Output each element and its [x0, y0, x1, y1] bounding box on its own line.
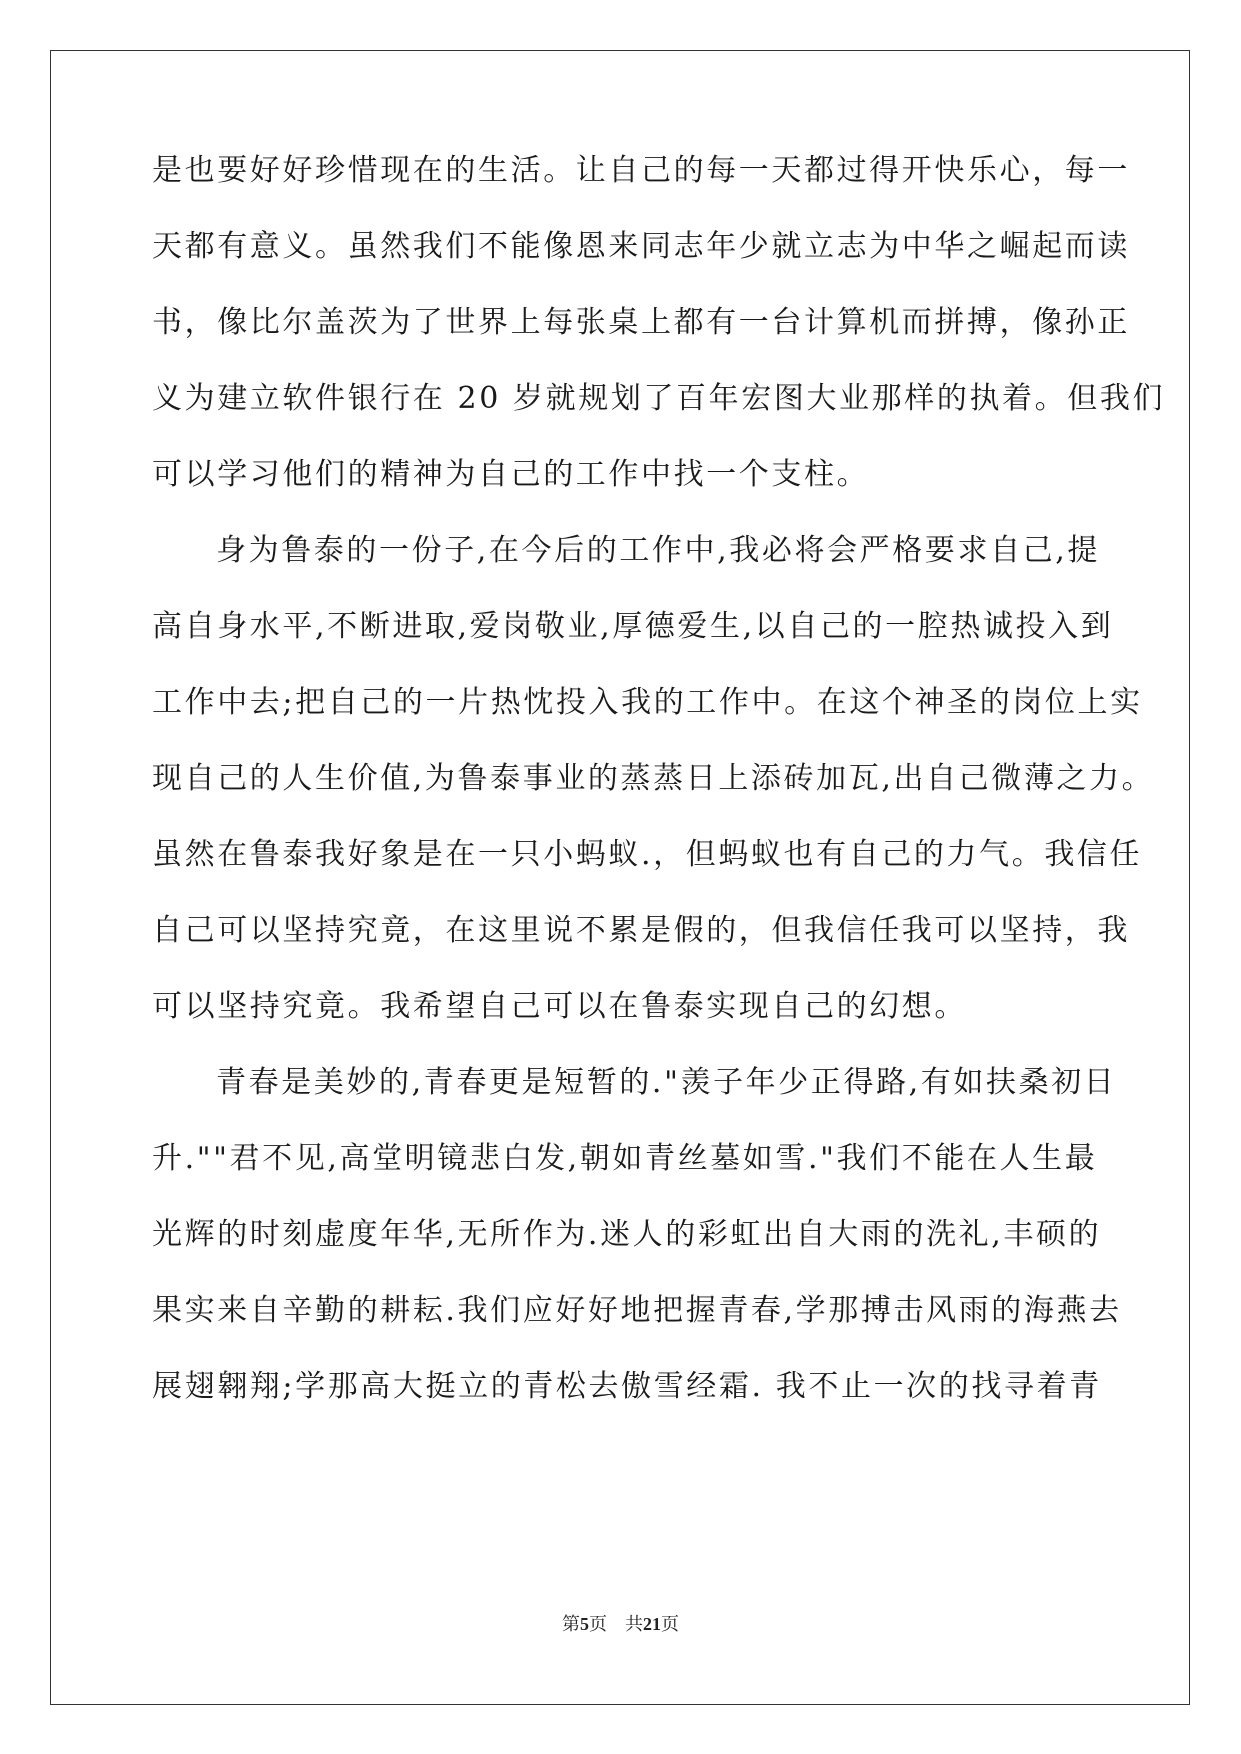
- paragraph-line: 可以坚持究竟。我希望自己可以在鲁泰实现自己的幻想。: [152, 989, 967, 1024]
- paragraph-line: 义为建立软件银行在 20 岁就规划了百年宏图大业那样的执着。但我们: [152, 381, 1166, 416]
- paragraph-line: 青春是美妙的,青春更是短暂的."羡子年少正得路,有如扶桑初日: [216, 1065, 1117, 1100]
- paragraph-line: 虽然在鲁泰我好象是在一只小蚂蚁.，但蚂蚁也有自己的力气。我信任: [152, 837, 1143, 872]
- total-pages-count: 21: [643, 1614, 661, 1634]
- paragraph-line: 升.""君不见,高堂明镜悲白发,朝如青丝墓如雪."我们不能在人生最: [152, 1141, 1098, 1176]
- page-number-current: 5: [580, 1614, 589, 1634]
- page-number-suffix: 页: [589, 1614, 607, 1635]
- paragraph-line: 工作中去;把自己的一片热忱投入我的工作中。在这个神圣的岗位上实: [152, 685, 1143, 720]
- total-pages-prefix: 共: [625, 1614, 643, 1635]
- paragraph-line: 现自己的人生价值,为鲁泰事业的蒸蒸日上添砖加瓦,出自己微薄之力。: [152, 761, 1155, 796]
- paragraph-line: 身为鲁泰的一份子,在今后的工作中,我必将会严格要求自己,提: [216, 533, 1101, 568]
- paragraph-line: 是也要好好珍惜现在的生活。让自己的每一天都过得开快乐心，每一: [152, 153, 1130, 188]
- paragraph-line: 自己可以坚持究竟，在这里说不累是假的，但我信任我可以坚持，我: [152, 913, 1130, 948]
- paragraph-line: 高自身水平,不断进取,爱岗敬业,厚德爱生,以自己的一腔热诚投入到: [152, 609, 1114, 644]
- paragraph-line: 展翅翱翔;学那高大挺立的青松去傲雪经霜. 我不止一次的找寻着青: [152, 1369, 1102, 1404]
- paragraph-line: 书，像比尔盖茨为了世界上每张桌上都有一台计算机而拼搏，像孙正: [152, 305, 1130, 340]
- paragraph-line: 天都有意义。虽然我们不能像恩来同志年少就立志为中华之崛起而读: [152, 229, 1130, 264]
- paragraph-line: 果实来自辛勤的耕耘.我们应好好地把握青春,学那搏击风雨的海燕去: [152, 1293, 1122, 1328]
- paragraph-line: 可以学习他们的精神为自己的工作中找一个支柱。: [152, 457, 870, 492]
- page-footer: [0, 1612, 1241, 1637]
- total-pages-suffix: 页: [661, 1614, 679, 1635]
- paragraph-line: 光辉的时刻虚度年华,无所作为.迷人的彩虹出自大雨的洗礼,丰硕的: [152, 1217, 1102, 1252]
- page-number-prefix: 第: [562, 1614, 580, 1635]
- page-border: [50, 50, 1190, 1705]
